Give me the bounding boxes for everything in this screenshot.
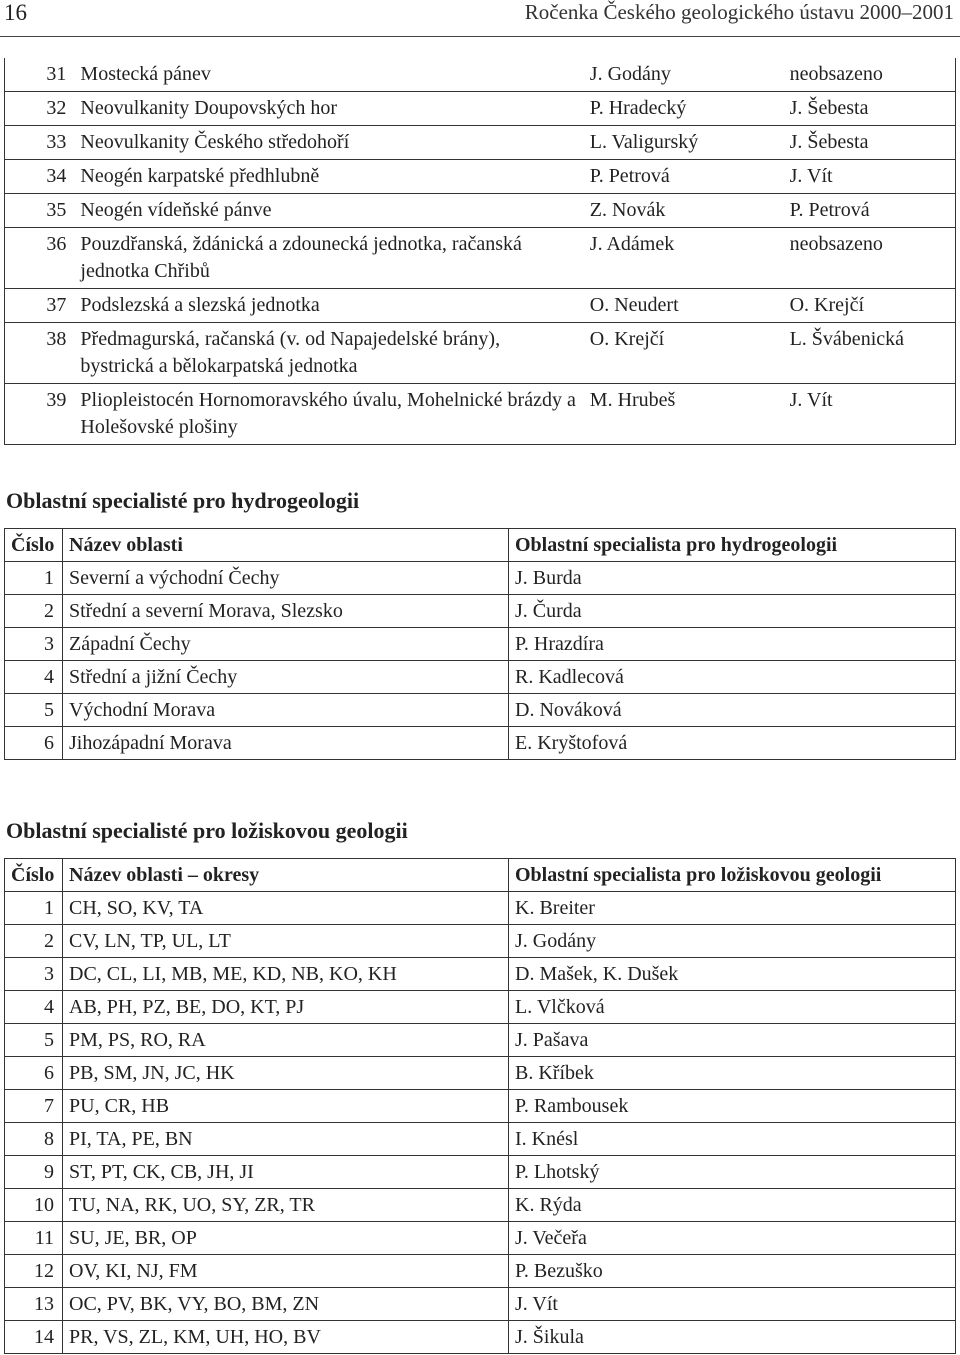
page-header	[0, 0, 960, 28]
table-row	[5, 194, 956, 228]
row-number: 2	[5, 595, 63, 628]
row-number: 11	[5, 1222, 63, 1255]
table-row	[5, 1057, 956, 1090]
reviewer-name: J. Vít	[784, 160, 956, 194]
row-number: 3	[5, 958, 63, 991]
specialist-name: P. Lhotský	[509, 1156, 956, 1189]
row-number: 6	[5, 1057, 63, 1090]
row-number: 36	[5, 228, 75, 289]
row-number: 7	[5, 1090, 63, 1123]
author-name: O. Krejčí	[584, 323, 784, 384]
area-name: Neogén karpatské předhlubně	[74, 160, 583, 194]
table-row	[5, 92, 956, 126]
specialist-name: J. Vít	[509, 1288, 956, 1321]
author-name: M. Hrubeš	[584, 384, 784, 445]
row-number: 13	[5, 1288, 63, 1321]
deposit-geology-table	[4, 858, 956, 1354]
area-name: PB, SM, JN, JC, HK	[63, 1057, 509, 1090]
reviewer-name: O. Krejčí	[784, 289, 956, 323]
area-name: Neovulkanity Českého středohoří	[74, 126, 583, 160]
geology-areas-table	[4, 58, 956, 445]
deposit-geology-section-title: Oblastní specialisté pro ložiskovou geologii	[6, 818, 408, 843]
table-row	[5, 323, 956, 384]
table-row	[5, 991, 956, 1024]
row-number: 9	[5, 1156, 63, 1189]
area-name: PM, PS, RO, RA	[63, 1024, 509, 1057]
area-name: Střední a severní Morava, Slezsko	[63, 595, 509, 628]
area-name: Východní Morava	[63, 694, 509, 727]
specialist-name: P. Hrazdíra	[509, 628, 956, 661]
row-number: 33	[5, 126, 75, 160]
table-row	[5, 160, 956, 194]
area-name: CH, SO, KV, TA	[63, 892, 509, 925]
table-row	[5, 58, 956, 92]
specialist-name: J. Burda	[509, 562, 956, 595]
specialist-name: R. Kadlecová	[509, 661, 956, 694]
area-name: SU, JE, BR, OP	[63, 1222, 509, 1255]
row-number: 38	[5, 323, 75, 384]
table-row	[5, 1156, 956, 1189]
reviewer-name: P. Petrová	[784, 194, 956, 228]
row-number: 4	[5, 661, 63, 694]
table-row	[5, 1255, 956, 1288]
reviewer-name: J. Vít	[784, 384, 956, 445]
area-name: PU, CR, HB	[63, 1090, 509, 1123]
header-rule	[0, 36, 960, 37]
table-row	[5, 562, 956, 595]
table-row	[5, 384, 956, 445]
author-name: J. Adámek	[584, 228, 784, 289]
row-number: 6	[5, 727, 63, 760]
row-number: 3	[5, 628, 63, 661]
header-area: Název oblasti	[63, 529, 509, 562]
area-name: OC, PV, BK, VY, BO, BM, ZN	[63, 1288, 509, 1321]
author-name: P. Hradecký	[584, 92, 784, 126]
specialist-name: D. Mašek, K. Dušek	[509, 958, 956, 991]
table-row	[5, 289, 956, 323]
row-number: 14	[5, 1321, 63, 1354]
row-number: 39	[5, 384, 75, 445]
area-name: AB, PH, PZ, BE, DO, KT, PJ	[63, 991, 509, 1024]
page-number: 16	[4, 0, 27, 25]
header-specialist: Oblastní specialista pro hydrogeologii	[509, 529, 956, 562]
area-name: Neogén vídeňské pánve	[74, 194, 583, 228]
table-row	[5, 1222, 956, 1255]
row-number: 12	[5, 1255, 63, 1288]
area-name: Neovulkanity Doupovských hor	[74, 92, 583, 126]
area-name: Pouzdřanská, ždánická a zdounecká jednotka, račanská jednotka Chřibů	[74, 228, 583, 289]
table-row	[5, 661, 956, 694]
author-name: O. Neudert	[584, 289, 784, 323]
area-name: ST, PT, CK, CB, JH, JI	[63, 1156, 509, 1189]
area-name: PI, TA, PE, BN	[63, 1123, 509, 1156]
specialist-name: J. Šikula	[509, 1321, 956, 1354]
specialist-name: J. Večeřa	[509, 1222, 956, 1255]
area-name: DC, CL, LI, MB, ME, KD, NB, KO, KH	[63, 958, 509, 991]
row-number: 10	[5, 1189, 63, 1222]
area-name: Západní Čechy	[63, 628, 509, 661]
deposit-geology-body	[5, 892, 956, 1354]
area-name: OV, KI, NJ, FM	[63, 1255, 509, 1288]
area-name: CV, LN, TP, UL, LT	[63, 925, 509, 958]
specialist-name: E. Kryštofová	[509, 727, 956, 760]
specialist-name: P. Bezuško	[509, 1255, 956, 1288]
area-name: Jihozápadní Morava	[63, 727, 509, 760]
table-row	[5, 958, 956, 991]
table-row	[5, 925, 956, 958]
table-row	[5, 595, 956, 628]
area-name: Předmagurská, račanská (v. od Napajedelské brány), bystrická a bělokarpatská jednotka	[74, 323, 583, 384]
running-title: Ročenka Českého geologického ústavu 2000–2001	[524, 0, 954, 24]
table-header-row	[5, 529, 956, 562]
header-specialist: Oblastní specialista pro ložiskovou geologii	[509, 859, 956, 892]
row-number: 5	[5, 1024, 63, 1057]
table-row	[5, 1189, 956, 1222]
specialist-name: L. Vlčková	[509, 991, 956, 1024]
row-number: 31	[5, 58, 75, 92]
header-number: Číslo	[5, 529, 63, 562]
table-row	[5, 1321, 956, 1354]
area-name: Podslezská a slezská jednotka	[74, 289, 583, 323]
table-row	[5, 727, 956, 760]
row-number: 34	[5, 160, 75, 194]
reviewer-name: neobsazeno	[784, 58, 956, 92]
author-name: Z. Novák	[584, 194, 784, 228]
specialist-name: K. Breiter	[509, 892, 956, 925]
table-row	[5, 1024, 956, 1057]
table-row	[5, 628, 956, 661]
table-header-row	[5, 859, 956, 892]
table-row	[5, 892, 956, 925]
table-row	[5, 694, 956, 727]
reviewer-name: J. Šebesta	[784, 126, 956, 160]
area-name: Mostecká pánev	[74, 58, 583, 92]
table-row	[5, 228, 956, 289]
table-row	[5, 1090, 956, 1123]
row-number: 32	[5, 92, 75, 126]
area-name: PR, VS, ZL, KM, UH, HO, BV	[63, 1321, 509, 1354]
area-name: Pliopleistocén Hornomoravského úvalu, Mohelnické brázdy a Holešovské plošiny	[74, 384, 583, 445]
area-name: Severní a východní Čechy	[63, 562, 509, 595]
header-number: Číslo	[5, 859, 63, 892]
specialist-name: D. Nováková	[509, 694, 956, 727]
reviewer-name: J. Šebesta	[784, 92, 956, 126]
area-name: Střední a jižní Čechy	[63, 661, 509, 694]
author-name: P. Petrová	[584, 160, 784, 194]
row-number: 8	[5, 1123, 63, 1156]
hydrogeology-section-title: Oblastní specialisté pro hydrogeologii	[6, 488, 360, 513]
specialist-name: B. Kříbek	[509, 1057, 956, 1090]
author-name: J. Godány	[584, 58, 784, 92]
table-row	[5, 1123, 956, 1156]
geology-areas-body	[5, 58, 956, 445]
row-number: 5	[5, 694, 63, 727]
reviewer-name: L. Švábenická	[784, 323, 956, 384]
specialist-name: J. Čurda	[509, 595, 956, 628]
author-name: L. Valigurský	[584, 126, 784, 160]
specialist-name: K. Rýda	[509, 1189, 956, 1222]
specialist-name: J. Pašava	[509, 1024, 956, 1057]
area-name: TU, NA, RK, UO, SY, ZR, TR	[63, 1189, 509, 1222]
specialist-name: P. Rambousek	[509, 1090, 956, 1123]
table-row	[5, 1288, 956, 1321]
hydrogeology-table	[4, 528, 956, 760]
table-row	[5, 126, 956, 160]
specialist-name: I. Knésl	[509, 1123, 956, 1156]
hydrogeology-body	[5, 562, 956, 760]
row-number: 1	[5, 562, 63, 595]
row-number: 1	[5, 892, 63, 925]
row-number: 37	[5, 289, 75, 323]
specialist-name: J. Godány	[509, 925, 956, 958]
row-number: 35	[5, 194, 75, 228]
row-number: 2	[5, 925, 63, 958]
header-area: Název oblasti – okresy	[63, 859, 509, 892]
row-number: 4	[5, 991, 63, 1024]
reviewer-name: neobsazeno	[784, 228, 956, 289]
